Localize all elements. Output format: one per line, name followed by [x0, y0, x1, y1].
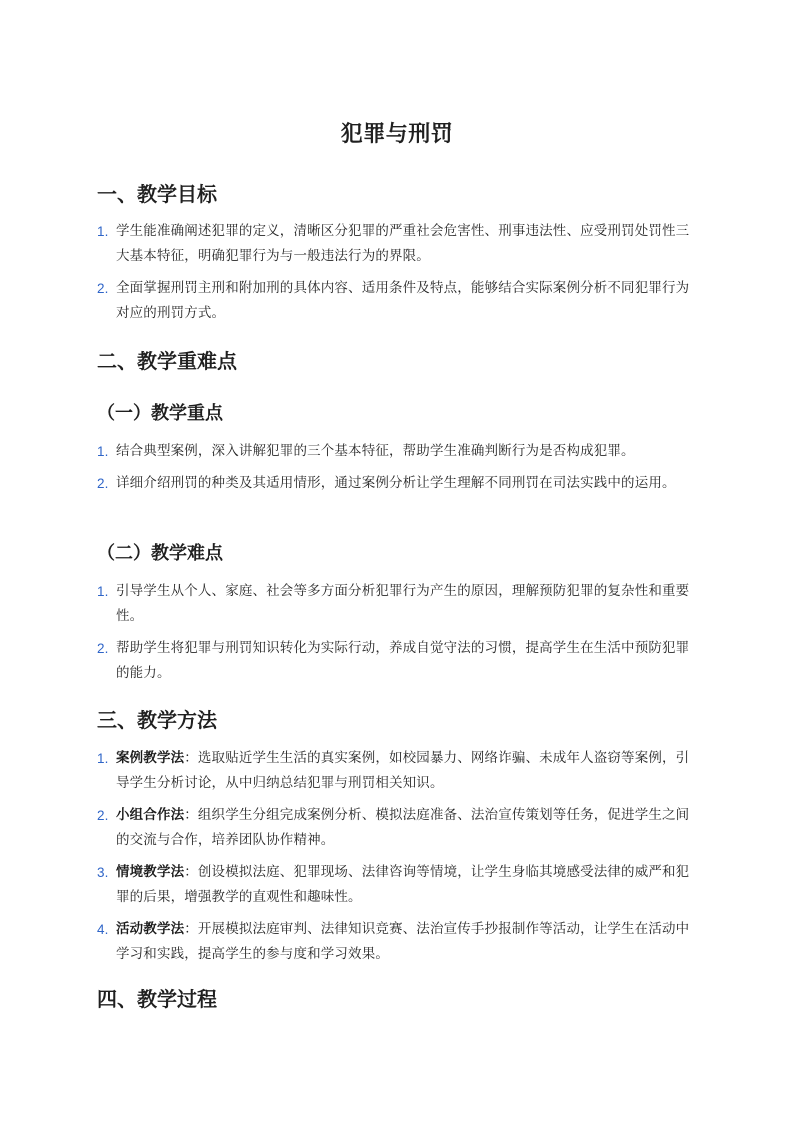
list-item-text: 结合典型案例，深入讲解犯罪的三个基本特征，帮助学生准确判断行为是否构成犯罪。 [116, 443, 635, 459]
list-number: 1. [97, 751, 109, 766]
list-item [97, 219, 697, 269]
list-item [97, 636, 697, 686]
section-heading-teaching-goals: 一、教学目标 [97, 182, 217, 206]
method-term: 情境教学法 [116, 864, 185, 880]
list-item-text: ：选取贴近学生生活的真实案例，如校园暴力、网络诈骗、未成年人盗窃等案例，引导学生分析讨论，从中归纳总结犯罪与刑罚相关知识。 [116, 750, 690, 791]
list-number: 1. [97, 444, 109, 459]
list-item [97, 276, 697, 326]
list-item-text: 全面掌握刑罚主刑和附加刑的具体内容、适用条件及特点，能够结合实际案例分析不同犯罪行为对应的刑罚方式。 [116, 280, 690, 321]
method-term: 活动教学法 [116, 921, 185, 937]
difficult-points-list [97, 579, 697, 693]
method-term: 案例教学法 [116, 750, 185, 766]
list-number: 2. [97, 641, 109, 656]
list-item [97, 803, 697, 853]
list-number: 2. [97, 476, 109, 491]
list-item-text: ：创设模拟法庭、犯罪现场、法律咨询等情境，让学生身临其境感受法律的威严和犯罪的后果，增强教学的直观性和趣味性。 [116, 864, 690, 905]
list-item [97, 471, 697, 496]
document-title: 犯罪与刑罚 [340, 122, 454, 147]
list-number: 2. [97, 808, 109, 823]
list-item-text: ：开展模拟法庭审判、法律知识竞赛、法治宣传手抄报制作等活动，让学生在活动中学习和实践，提高学生的参与度和学习效果。 [116, 921, 690, 962]
list-item [97, 917, 697, 967]
key-points-list [97, 439, 697, 503]
list-item [97, 439, 697, 464]
list-number: 3. [97, 865, 109, 880]
list-item-text: 引导学生从个人、家庭、社会等多方面分析犯罪行为产生的原因，理解预防犯罪的复杂性和重要性。 [116, 583, 690, 624]
list-item [97, 746, 697, 796]
list-item-text: 帮助学生将犯罪与刑罚知识转化为实际行动，养成自觉守法的习惯，提高学生在生活中预防犯罪的能力。 [116, 640, 690, 681]
list-item [97, 579, 697, 629]
teaching-goals-list [97, 219, 697, 333]
list-item-text: ：组织学生分组完成案例分析、模拟法庭准备、法治宣传策划等任务，促进学生之间的交流与合作，培养团队协作精神。 [116, 807, 690, 848]
section-heading-teaching-methods: 三、教学方法 [97, 708, 217, 732]
list-number: 2. [97, 281, 109, 296]
list-item-text: 学生能准确阐述犯罪的定义，清晰区分犯罪的严重社会危害性、刑事违法性、应受刑罚处罚性三大基本特征，明确犯罪行为与一般违法行为的界限。 [116, 223, 690, 264]
section-heading-key-difficult-points: 二、教学重难点 [97, 349, 237, 373]
list-item-text: 详细介绍刑罚的种类及其适用情形，通过案例分析让学生理解不同刑罚在司法实践中的运用。 [116, 475, 676, 491]
subsection-heading-difficult-points: （二）教学难点 [97, 543, 223, 564]
list-number: 4. [97, 922, 109, 937]
method-term: 小组合作法 [116, 807, 185, 823]
list-item [97, 860, 697, 910]
list-number: 1. [97, 224, 109, 239]
teaching-methods-list [97, 746, 697, 974]
list-number: 1. [97, 584, 109, 599]
section-heading-teaching-process: 四、教学过程 [97, 987, 217, 1011]
subsection-heading-key-points: （一）教学重点 [97, 403, 223, 424]
